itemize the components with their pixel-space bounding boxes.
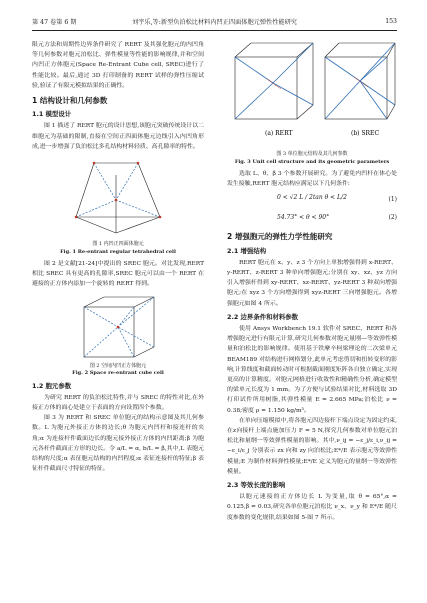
section-1-2-paragraph-2: 图 3 为 RERT 和 SREC 单位胞元的结构示意图及其几何参数。L 为胞元外接正方体的边长;θ 为胞元内凹杆和接连杆的夹角;α 为连接杆件截面边长的胞元接外接正方体的内凹距离;β 为胞元各杆件截面正方形的边长。令 a/L = α, b/L = β,其中,L 表胞元结构的尺度;α 表征胞元结构的内凹程度;α 表征连接杆的特征;β 表征杆件截面尺寸特征的特征。 [32,415,204,473]
formula-2-number: (2) [388,214,397,222]
section-2-2-paragraph-1: 使用 Ansys Workbench 19.1 软件对 SREC、RERT 和各增强胞元进行有限元计算,研究几何参数对胞元量刚—等效弹性模量和泊松比的影响规律。使用基于铁摩辛柯梁理论的二次梁单元 BEAM189 对结构进行网格划分,此单元考虑剪切和扭转变形的影响,计算线度和截面转动时可根据截面刚度矩阵各自独立确定,实现更高的计算精度。对胞元网格进行收敛性和精确性分析,确定模型的梁单元长度为 1 mm。为了方便与试验结果对比,材料选取 3D 打印试件所用树脂,其弹性模量 E = 2.665 MPa;泊松比 ν = 0.38;密度 ρ = 1.150 kg/m³。 [227,326,397,414]
section-2-1-paragraph: RERT 胞元在 x、y、z 3 个方向上单独增强得到 x-RERT、y-RERT、z-RERT 3 种单向增强胞元;分别在 xy、xz、yz 方向引入增强杆得到 xy-RERT、xz-RERT、yz-RERT 3 种双向增强胞元;在 xyz 3 个方向增强得到 xyz-RERT 三向增强胞元。各增强胞元如图 4 所示。 [227,259,397,307]
fig3-label-a: (a) RERT [265,130,293,137]
fig2-caption-cn: 图 2 空间内凹正方体胞元 [89,362,147,369]
figure-3 [227,39,397,166]
article-title-header: 刘宇乐,等:新型负泊松比材料内凹正四面体胞元弹性性能研究 [132,18,297,26]
section-2-1-title: 2.1 增强结构 [227,246,267,255]
formula-2-expression: 54.73° < θ < 90° [277,214,330,222]
intro-paragraph: 限元方法和周期性边界条件研究了 RERT 及其强化胞元的内凹角等几何参数对胞元泊松比、弹性模量等性能的影响规律,并和空间内凹正方体胞元(Space Re-Entrant Cube cell, SREC)进行了性能比较。最后,通过 3D 打印制备的 RERT 试样的弹性压缩试验,验证了有限元模拟结果的正确性。 [32,42,204,89]
fig1-caption-en: Fig. 1 Re-entrant regular tetrahedral cell [60,248,176,255]
section-1-title: 1 结构设计和几何参数 [32,96,108,106]
formula-1-expression: 0 < √2 L / 2tan θ < L/2 [277,194,347,202]
fig3-label-b: (b) SREC [351,130,380,137]
fig3-caption-cn: 图 3 单位胞元结构及其几何参数 [276,151,348,157]
running-header [32,14,397,28]
section-1-2-title: 1.2 胞元参数 [32,381,72,390]
fig3-diagram [227,39,397,151]
section-1-1-paragraph-1: 图 1 描述了 RERT 胞元的设计思想,该胞元突破传统设计以二维胞元为基础的限制,直接在空间正四面体胞元边线引入内凹角形成,进一步增强了负泊松比多孔结构材料轻质、高孔隙率的特性。 [32,123,204,150]
section-2-title: 2 增强胞元的弹性力学性能研究 [227,232,333,242]
fig1-diagram [32,155,204,241]
section-2-3-title: 2.3 等效长度的影响 [227,481,286,490]
fig1-caption-cn: 图 1 内凹正四面体胞元 [92,241,144,248]
section-2-3-paragraph: 以胞元速接的正方体边长 L 为变量,取 θ = 65°,α = 0.125,β = 0.03,研究各单位胞元泊松比 ν_x、ν_y 和 E*/E 随尺度参数的变化规律,结果如图 5-图 7 所示。 [227,494,397,521]
figure-1 [32,155,204,256]
fig3-caption-en: Fig. 3 Unit cell structure and its geometric parameters [234,158,390,165]
fig3-followup-paragraph: 选取 L、θ、β 3 个参数开展研究。为了避免内凹杆在体心处发生接触,RERT 胞元结构应满足以下几何条件: [227,171,397,188]
fig2-diagram [32,293,204,363]
section-1-2-paragraph-1: 为研究 RERT 的负泊松比特性,并与 SREC 的特性对比,在外接正方体的面心处建立于表面的方向设置四个参数。 [32,394,204,412]
right-column [227,36,397,523]
section-1-1-paragraph-2: 图 2 是文献[21-24]中提出的 SREC 胞元。对比发现,RERT 相比 SREC 具有更高的孔隙率,SREC 胞元可以由一个 RERT 在避接的正方体内添加一个旋转的 RERT 得到。 [32,261,204,288]
issue-label: 第 47 卷第 6 期 [32,18,77,26]
section-2-2-paragraph-2: 在单向压缩模拟中,将各胞元四边接杆下端点设定为固定约束,在z向接杆上端点施加压力 F = 5 N,探究几何参数对单位胞元泊松比和量纲一等效弹性模量的影响。其中,ν_ij = −ε_j/ε_i,ν_ij = −ε_i/ε_j 分别表示 zx 向和 zy 向泊松比;E*/E 表示胞元等效弹性模量;E 为制作材料弹性模量;E*/E 定义为胞元的量纲一等效弹性模量。 [227,417,397,475]
formula-2 [227,211,397,227]
formula-1 [227,189,397,211]
fig2-caption-en: Fig. 2 Space re-entrant cube cell [72,370,164,377]
section-2-2-title: 2.2 边界条件和材料参数 [227,312,299,321]
header-rule [32,30,397,31]
formula-1-number: (1) [388,196,397,204]
figure-2 [32,293,204,378]
page-number: 153 [385,17,397,25]
section-1-1-title: 1.1 模型设计 [32,110,72,119]
left-column [32,40,204,474]
